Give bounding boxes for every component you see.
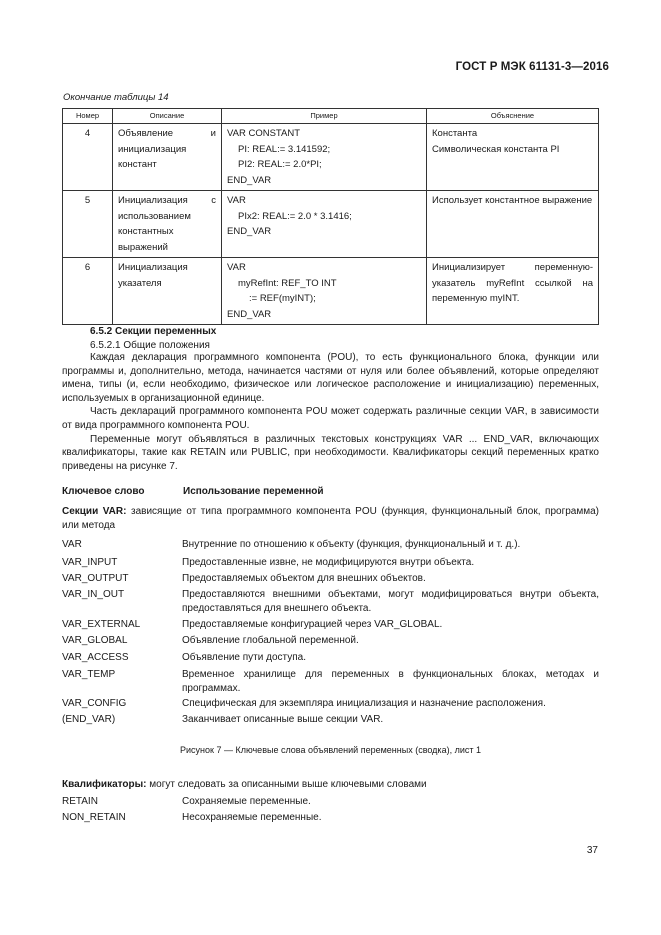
subsection-title: 6.5.2.1 Общие положения [90,340,210,351]
row-example [222,191,427,258]
paragraph: Каждая декларация программного компонента (POU), то есть функционального блока, функции или программы и, дополнительно, метода, начинается частями от нуля или более объявлений, которые определяют имена, типы (и, если необходимо, физическое или логическое расположение и инициализацию) переменных, используемых в организационной единице. [62,352,599,404]
keyword-usage: Объявление глобальной переменной. [182,635,359,646]
explanation-line: Константа [432,128,478,139]
row-explanation [427,124,599,191]
qualifier-row [62,795,599,809]
var-sections-text: зависящие от типа программного компонента POU (функция, функциональный блок, программа) или метода [62,506,599,531]
explanation-line: Символическая константа PI [432,143,560,155]
keyword-column-header: Ключевое слово [62,486,145,497]
keyword-row [62,651,599,665]
document-header: ГОСТ Р МЭК 61131-3—2016 [455,61,609,73]
column-header-example: Пример [222,109,427,124]
code-line: PI: REAL:= 3.141592; [238,143,331,155]
keyword-row [62,556,599,570]
keyword: VAR_ACCESS [62,652,129,663]
paragraph: Часть деклараций программного компонента POU может содержать различные секции VAR, в зависимости от вида программного компонента POU. [62,406,599,431]
figure-caption: Рисунок 7 — Ключевые слова объявлений переменных (сводка), лист 1 [180,745,481,755]
code-line: PI2: REAL:= 2.0*PI; [238,159,322,170]
qualifier: RETAIN [62,796,98,807]
qualifiers-intro [62,778,599,792]
keyword-usage: Временное хранилище для переменных в функциональных блоках, методах и программах. [182,669,599,694]
table-row [63,124,599,191]
usage-column-header: Использование переменной [183,486,324,497]
row-description: Инициализация указателя [113,258,222,325]
page-number: 37 [586,845,598,856]
keyword: VAR_TEMP [62,669,116,680]
table-row [63,258,599,325]
section-title: 6.5.2 Секции переменных [90,326,217,337]
row-explanation: Использует константное выражение [427,191,599,258]
column-header-explanation: Объяснение [427,109,599,124]
keyword-row [62,697,599,711]
section-body [62,351,599,473]
keyword-usage: Предоставляются внешними объектами, могут модифицироваться внутри объекта, предоставляться для внешнего объекта. [182,589,599,614]
code-line: VAR CONSTANT [227,128,301,139]
column-header-number: Номер [63,109,113,124]
table-caption: Окончание таблицы 14 [63,92,169,103]
code-line: myRefInt: REF_TO INT [238,277,337,289]
row-description: Объявление и инициализация констант [113,124,222,191]
keyword-row [62,668,599,695]
keyword: VAR_INPUT [62,557,118,568]
code-line: VAR [227,195,246,206]
row-description: Инициализация с использованием константных выражений [113,191,222,258]
keyword-usage: Предоставляемые конфигурацией через VAR_GLOBAL. [182,619,443,630]
qualifier-usage: Несохраняемые переменные. [182,812,322,823]
keyword-row [62,572,599,586]
code-line: END_VAR [227,308,272,320]
keyword: VAR_GLOBAL [62,635,128,646]
keyword-row [62,713,599,727]
code-line: := REF(myINT); [249,293,316,304]
qualifier-row [62,811,599,825]
var-sections-label: Секции VAR: [62,506,127,517]
keyword: VAR_IN_OUT [62,589,125,600]
qualifier: NON_RETAIN [62,812,126,823]
keyword-usage: Специфическая для экземпляра инициализация и назначение расположения. [182,698,546,709]
table-header-row [63,109,599,124]
row-example [222,258,427,325]
keyword-usage: Внутренние по отношению к объекту (функция, функциональный и т. д.). [182,539,521,550]
code-line: END_VAR [227,226,272,237]
keyword-row [62,588,599,615]
table-row [63,191,599,258]
code-line: END_VAR [227,174,272,186]
keyword-row [62,618,599,632]
code-line: PIx2: REAL:= 2.0 * 3.1416; [238,210,352,222]
row-example [222,124,427,191]
code-line: VAR [227,262,246,273]
qualifiers-text: могут следовать за описанными выше ключевыми словами [146,779,427,790]
column-header-description: Описание [113,109,222,124]
paragraph: Переменные могут объявляться в различных текстовых конструкциях VAR ... END_VAR, включающих квалификаторы, такие как RETAIN или PUBLIC, при необходимости. Квалификаторы секций переменных кратко приведены на рисунке 7. [62,433,599,472]
keyword-usage: Объявление пути доступа. [182,652,306,663]
keyword: VAR_EXTERNAL [62,619,141,630]
var-sections-intro [62,505,599,532]
keyword-usage: Предоставленные извне, не модифицируются внутри объекта. [182,557,475,568]
qualifiers-label: Квалификаторы: [62,779,147,790]
row-explanation: Инициализирует переменную-указатель myRefInt ссылкой на переменную myINT. [427,258,599,325]
keyword-usage: Заканчивает описанные выше секции VAR. [182,714,384,725]
keyword: VAR [62,539,82,550]
table-14 [62,108,599,325]
keyword: VAR_OUTPUT [62,573,129,584]
row-number: 4 [63,124,113,191]
keyword-usage: Предоставляемых объектом для внешних объектов. [182,573,426,584]
row-number: 6 [63,258,113,325]
keyword-row [62,634,599,648]
qualifier-usage: Сохраняемые переменные. [182,796,311,807]
keyword: VAR_CONFIG [62,698,127,709]
keyword-row [62,538,599,552]
row-number: 5 [63,191,113,258]
keyword: (END_VAR) [62,714,116,725]
